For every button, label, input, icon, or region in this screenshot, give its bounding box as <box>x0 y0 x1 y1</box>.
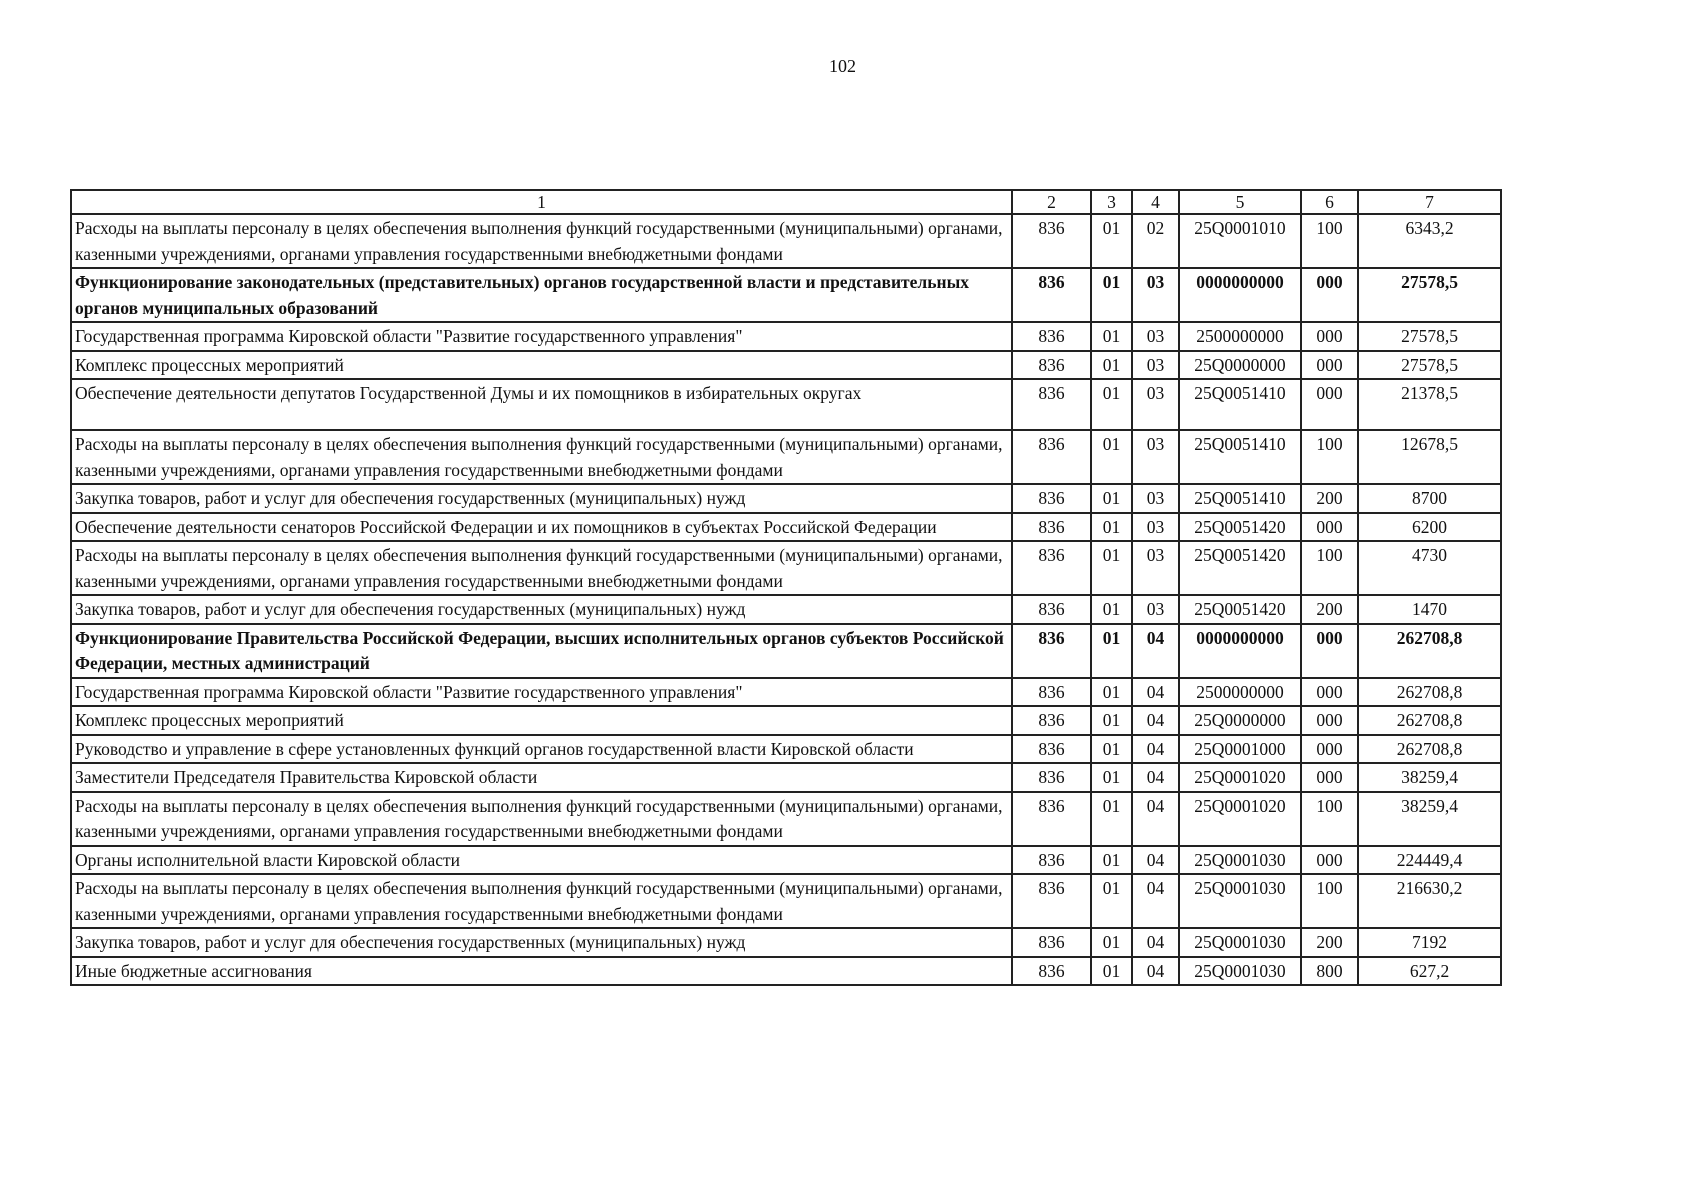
row-target-article-cell: 2500000000 <box>1179 678 1301 707</box>
row-expense-type-cell: 000 <box>1301 763 1358 792</box>
table-row <box>71 735 1501 764</box>
row-amount-cell: 12678,5 <box>1358 430 1501 484</box>
row-amount-cell: 6343,2 <box>1358 214 1501 268</box>
row-admin-code-cell: 836 <box>1012 214 1091 268</box>
row-section-cell: 01 <box>1091 706 1132 735</box>
table-row <box>71 624 1501 678</box>
row-admin-code-cell: 836 <box>1012 735 1091 764</box>
row-name-cell: Закупка товаров, работ и услуг для обеспечения государственных (муниципальных) нужд <box>71 928 1012 957</box>
row-target-article-cell: 25Q0051410 <box>1179 379 1301 430</box>
row-section-cell: 01 <box>1091 430 1132 484</box>
table-row <box>71 928 1501 957</box>
row-section-cell: 01 <box>1091 379 1132 430</box>
row-target-article-cell: 0000000000 <box>1179 624 1301 678</box>
row-expense-type-cell: 200 <box>1301 595 1358 624</box>
row-expense-type-cell: 000 <box>1301 735 1358 764</box>
table-row <box>71 957 1501 986</box>
row-target-article-cell: 25Q0051420 <box>1179 513 1301 542</box>
table-row <box>71 214 1501 268</box>
row-target-article-cell: 25Q0051420 <box>1179 595 1301 624</box>
row-target-article-cell: 25Q0000000 <box>1179 351 1301 380</box>
table-row <box>71 846 1501 875</box>
row-target-article-cell: 25Q0051410 <box>1179 484 1301 513</box>
row-section-cell: 01 <box>1091 957 1132 986</box>
row-name-cell: Государственная программа Кировской области "Развитие государственного управления" <box>71 322 1012 351</box>
row-section-cell: 01 <box>1091 624 1132 678</box>
row-expense-type-cell: 000 <box>1301 513 1358 542</box>
row-amount-cell: 216630,2 <box>1358 874 1501 928</box>
row-expense-type-cell: 100 <box>1301 792 1358 846</box>
table-row <box>71 322 1501 351</box>
row-section-cell: 01 <box>1091 351 1132 380</box>
table-row <box>71 351 1501 380</box>
row-section-cell: 01 <box>1091 214 1132 268</box>
row-expense-type-cell: 100 <box>1301 214 1358 268</box>
row-expense-type-cell: 000 <box>1301 624 1358 678</box>
row-admin-code-cell: 836 <box>1012 792 1091 846</box>
row-name-cell: Закупка товаров, работ и услуг для обеспечения государственных (муниципальных) нужд <box>71 484 1012 513</box>
row-admin-code-cell: 836 <box>1012 957 1091 986</box>
row-admin-code-cell: 836 <box>1012 430 1091 484</box>
row-expense-type-cell: 000 <box>1301 846 1358 875</box>
row-admin-code-cell: 836 <box>1012 322 1091 351</box>
row-subsection-cell: 03 <box>1132 268 1179 322</box>
row-section-cell: 01 <box>1091 541 1132 595</box>
table-row <box>71 379 1501 430</box>
row-amount-cell: 27578,5 <box>1358 268 1501 322</box>
row-expense-type-cell: 000 <box>1301 268 1358 322</box>
row-subsection-cell: 04 <box>1132 792 1179 846</box>
row-name-cell: Обеспечение деятельности депутатов Государственной Думы и их помощников в избирательных округах <box>71 379 1012 430</box>
row-section-cell: 01 <box>1091 513 1132 542</box>
row-section-cell: 01 <box>1091 322 1132 351</box>
row-admin-code-cell: 836 <box>1012 513 1091 542</box>
row-expense-type-cell: 200 <box>1301 484 1358 513</box>
row-subsection-cell: 04 <box>1132 735 1179 764</box>
row-name-cell: Иные бюджетные ассигнования <box>71 957 1012 986</box>
row-subsection-cell: 04 <box>1132 706 1179 735</box>
row-expense-type-cell: 200 <box>1301 928 1358 957</box>
row-admin-code-cell: 836 <box>1012 706 1091 735</box>
row-section-cell: 01 <box>1091 846 1132 875</box>
row-subsection-cell: 03 <box>1132 484 1179 513</box>
row-amount-cell: 262708,8 <box>1358 706 1501 735</box>
row-subsection-cell: 04 <box>1132 763 1179 792</box>
row-name-cell: Закупка товаров, работ и услуг для обеспечения государственных (муниципальных) нужд <box>71 595 1012 624</box>
row-target-article-cell: 25Q0000000 <box>1179 706 1301 735</box>
row-expense-type-cell: 800 <box>1301 957 1358 986</box>
row-section-cell: 01 <box>1091 928 1132 957</box>
row-subsection-cell: 04 <box>1132 678 1179 707</box>
row-target-article-cell: 25Q0001010 <box>1179 214 1301 268</box>
row-expense-type-cell: 000 <box>1301 322 1358 351</box>
header-row <box>71 190 1501 214</box>
row-name-cell: Заместители Председателя Правительства Кировской области <box>71 763 1012 792</box>
table-row <box>71 792 1501 846</box>
row-admin-code-cell: 836 <box>1012 595 1091 624</box>
row-name-cell: Обеспечение деятельности сенаторов Российской Федерации и их помощников в субъектах Российской Федерации <box>71 513 1012 542</box>
row-subsection-cell: 03 <box>1132 379 1179 430</box>
table-row <box>71 706 1501 735</box>
row-subsection-cell: 03 <box>1132 322 1179 351</box>
row-target-article-cell: 25Q0051420 <box>1179 541 1301 595</box>
row-amount-cell: 27578,5 <box>1358 322 1501 351</box>
row-expense-type-cell: 100 <box>1301 874 1358 928</box>
row-section-cell: 01 <box>1091 268 1132 322</box>
row-amount-cell: 262708,8 <box>1358 624 1501 678</box>
row-subsection-cell: 03 <box>1132 430 1179 484</box>
table-row <box>71 484 1501 513</box>
row-target-article-cell: 25Q0001020 <box>1179 763 1301 792</box>
row-subsection-cell: 03 <box>1132 513 1179 542</box>
table-row <box>71 678 1501 707</box>
row-name-cell: Комплекс процессных мероприятий <box>71 351 1012 380</box>
row-target-article-cell: 0000000000 <box>1179 268 1301 322</box>
row-subsection-cell: 04 <box>1132 874 1179 928</box>
row-admin-code-cell: 836 <box>1012 874 1091 928</box>
header-cell-1: 1 <box>71 190 1012 214</box>
row-name-cell: Расходы на выплаты персоналу в целях обеспечения выполнения функций государственными (муниципальными) органами, казенными учреждениями, органами управления государственными внебюджетными фондами <box>71 430 1012 484</box>
row-subsection-cell: 04 <box>1132 846 1179 875</box>
row-amount-cell: 1470 <box>1358 595 1501 624</box>
row-section-cell: 01 <box>1091 792 1132 846</box>
row-admin-code-cell: 836 <box>1012 541 1091 595</box>
row-admin-code-cell: 836 <box>1012 351 1091 380</box>
row-subsection-cell: 03 <box>1132 595 1179 624</box>
row-target-article-cell: 25Q0001030 <box>1179 957 1301 986</box>
page-number: 102 <box>829 56 856 76</box>
row-name-cell: Функционирование законодательных (представительных) органов государственной власти и представительных органов муниципальных образований <box>71 268 1012 322</box>
row-name-cell: Комплекс процессных мероприятий <box>71 706 1012 735</box>
row-target-article-cell: 25Q0001020 <box>1179 792 1301 846</box>
row-name-cell: Функционирование Правительства Российской Федерации, высших исполнительных органов субъектов Российской Федерации, местных администраций <box>71 624 1012 678</box>
row-expense-type-cell: 100 <box>1301 541 1358 595</box>
row-subsection-cell: 04 <box>1132 957 1179 986</box>
row-section-cell: 01 <box>1091 874 1132 928</box>
row-amount-cell: 6200 <box>1358 513 1501 542</box>
row-section-cell: 01 <box>1091 763 1132 792</box>
row-amount-cell: 27578,5 <box>1358 351 1501 380</box>
row-subsection-cell: 02 <box>1132 214 1179 268</box>
row-amount-cell: 8700 <box>1358 484 1501 513</box>
row-name-cell: Расходы на выплаты персоналу в целях обеспечения выполнения функций государственными (муниципальными) органами, казенными учреждениями, органами управления государственными внебюджетными фондами <box>71 792 1012 846</box>
table-row <box>71 595 1501 624</box>
header-cell-2: 2 <box>1012 190 1091 214</box>
row-admin-code-cell: 836 <box>1012 678 1091 707</box>
row-subsection-cell: 04 <box>1132 624 1179 678</box>
row-name-cell: Расходы на выплаты персоналу в целях обеспечения выполнения функций государственными (муниципальными) органами, казенными учреждениями, органами управления государственными внебюджетными фондами <box>71 874 1012 928</box>
header-cell-4: 4 <box>1132 190 1179 214</box>
table-body <box>71 214 1501 985</box>
row-section-cell: 01 <box>1091 735 1132 764</box>
row-name-cell: Расходы на выплаты персоналу в целях обеспечения выполнения функций государственными (муниципальными) органами, казенными учреждениями, органами управления государственными внебюджетными фондами <box>71 541 1012 595</box>
row-amount-cell: 224449,4 <box>1358 846 1501 875</box>
row-name-cell: Руководство и управление в сфере установленных функций органов государственной власти Кировской области <box>71 735 1012 764</box>
row-amount-cell: 4730 <box>1358 541 1501 595</box>
row-expense-type-cell: 000 <box>1301 706 1358 735</box>
row-target-article-cell: 25Q0001030 <box>1179 846 1301 875</box>
table-row <box>71 513 1501 542</box>
row-admin-code-cell: 836 <box>1012 763 1091 792</box>
row-amount-cell: 627,2 <box>1358 957 1501 986</box>
row-admin-code-cell: 836 <box>1012 484 1091 513</box>
row-name-cell: Государственная программа Кировской области "Развитие государственного управления" <box>71 678 1012 707</box>
row-admin-code-cell: 836 <box>1012 268 1091 322</box>
table-row <box>71 541 1501 595</box>
row-target-article-cell: 25Q0001000 <box>1179 735 1301 764</box>
row-expense-type-cell: 000 <box>1301 678 1358 707</box>
header-cell-3: 3 <box>1091 190 1132 214</box>
table-row <box>71 763 1501 792</box>
row-admin-code-cell: 836 <box>1012 379 1091 430</box>
table-row <box>71 268 1501 322</box>
row-admin-code-cell: 836 <box>1012 624 1091 678</box>
row-section-cell: 01 <box>1091 678 1132 707</box>
row-target-article-cell: 2500000000 <box>1179 322 1301 351</box>
budget-table <box>70 189 1502 986</box>
row-expense-type-cell: 000 <box>1301 351 1358 380</box>
row-subsection-cell: 04 <box>1132 928 1179 957</box>
row-amount-cell: 262708,8 <box>1358 735 1501 764</box>
row-target-article-cell: 25Q0051410 <box>1179 430 1301 484</box>
row-name-cell: Органы исполнительной власти Кировской области <box>71 846 1012 875</box>
row-section-cell: 01 <box>1091 595 1132 624</box>
table-row <box>71 874 1501 928</box>
header-cell-5: 5 <box>1179 190 1301 214</box>
row-target-article-cell: 25Q0001030 <box>1179 874 1301 928</box>
row-amount-cell: 21378,5 <box>1358 379 1501 430</box>
row-name-cell: Расходы на выплаты персоналу в целях обеспечения выполнения функций государственными (муниципальными) органами, казенными учреждениями, органами управления государственными внебюджетными фондами <box>71 214 1012 268</box>
row-admin-code-cell: 836 <box>1012 846 1091 875</box>
row-expense-type-cell: 000 <box>1301 379 1358 430</box>
row-expense-type-cell: 100 <box>1301 430 1358 484</box>
row-amount-cell: 38259,4 <box>1358 763 1501 792</box>
row-amount-cell: 7192 <box>1358 928 1501 957</box>
row-amount-cell: 262708,8 <box>1358 678 1501 707</box>
row-amount-cell: 38259,4 <box>1358 792 1501 846</box>
row-target-article-cell: 25Q0001030 <box>1179 928 1301 957</box>
header-cell-6: 6 <box>1301 190 1358 214</box>
row-subsection-cell: 03 <box>1132 351 1179 380</box>
header-cell-7: 7 <box>1358 190 1501 214</box>
row-subsection-cell: 03 <box>1132 541 1179 595</box>
row-admin-code-cell: 836 <box>1012 928 1091 957</box>
row-section-cell: 01 <box>1091 484 1132 513</box>
table-row <box>71 430 1501 484</box>
